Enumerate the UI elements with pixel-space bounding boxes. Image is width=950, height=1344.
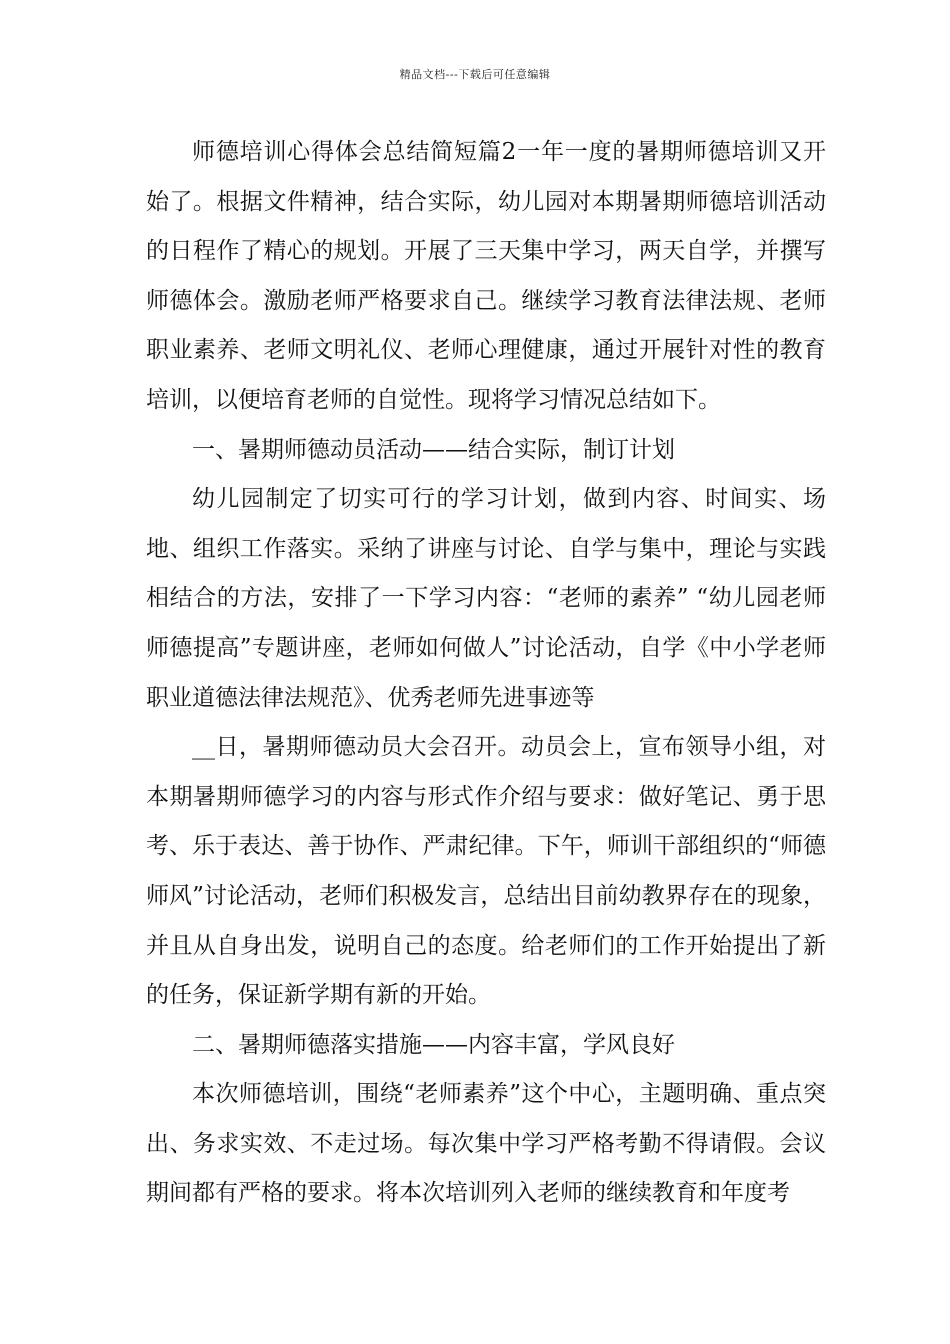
paragraph-intro: 师德培训心得体会总结简短篇2一年一度的暑期师德培训又开始了。根据文件精神，结合实际，幼儿园对本期暑期师德培训活动的日程作了精心的规划。开展了三天集中学习，两天自学，并撰写师德体会。激励老师严格要求自己。继续学习教育法律法规、老师职业素养、老师文明礼仪、老师心理健康，通过开展针对性的教育培训，以便培育老师的自觉性。现将学习情况总结如下。 [146,139,826,413]
page-header: 精品文档---下载后可任意编辑 [399,68,551,81]
paragraph-measures: 本次师德培训，围绕“老师素养”这个中心，主题明确、重点突出、务求实效、不走过场。每次集中学习严格考勤不得请假。会议期间都有严格的要求。将本次培训列入老师的继续教育和年度考 [146,1081,826,1207]
paragraph-plan: 幼儿园制定了切实可行的学习计划，做到内容、时间实、场地、组织工作落实。采纳了讲座与讨论、自学与集中，理论与实践相结合的方法，安排了一下学习内容：“老师的素养” “幼儿园老师师德提高”专题讲座，老师如何做人”讨论活动，自学《中小学老师职业道德法律法规范》、优秀老师先进事迹等 [146,486,826,711]
document-body [146,128,826,1219]
section-heading-2: 二、暑期师德落实措施——内容丰富，学风良好 [192,1031,675,1058]
section-heading-1: 一、暑期师德动员活动——结合实际，制订计划 [192,436,675,463]
paragraph-meeting: __日，暑期师德动员大会召开。动员会上，宣布领导小组，对本期暑期师德学习的内容与形式作介绍与要求：做好笔记、勇于思考、乐于表达、善于协作、严肃纪律。下午，师训干部组织的“师德师风”讨论活动，老师们积极发言，总结出目前幼教界存在的现象，并且从自身出发，说明自己的态度。给老师们的工作开始提出了新的任务，保证新学期有新的开始。 [146,734,826,1009]
